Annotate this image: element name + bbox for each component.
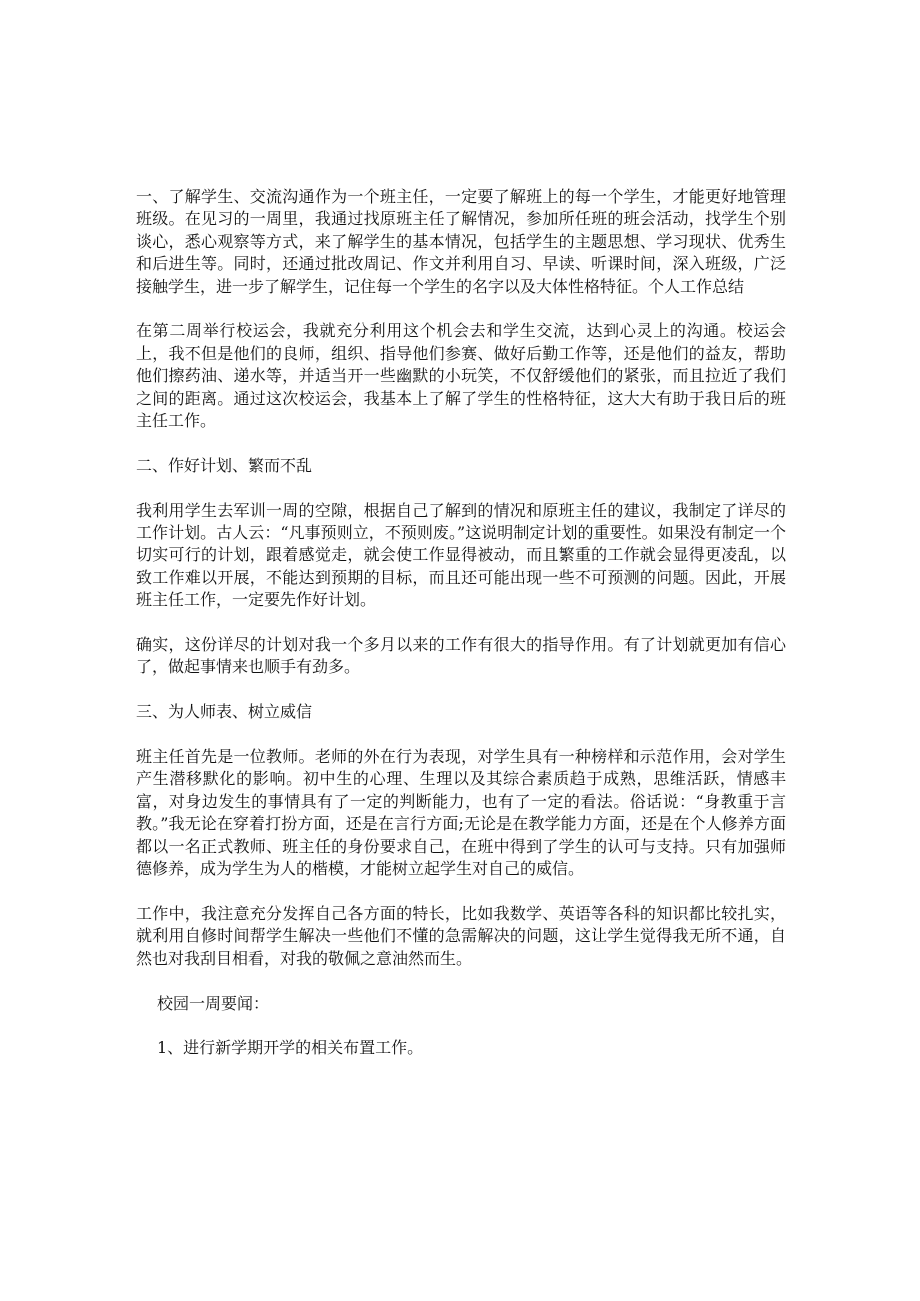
paragraph-sports-meeting: 在第二周举行校运会，我就充分利用这个机会去和学生交流，达到心灵上的沟通。校运会上，我不但是他们的良师，组织、指导他们参赛、做好后勤工作等，还是他们的益友，帮助他们擦药油、递水等，并适当开一些幽默的小玩笑，不仅舒缓他们的紧张，而且拉近了我们之间的距离。通过这次校运会，我基本上了解了学生的性格特征，这大大有助于我日后的班主任工作。 — [136, 321, 786, 431]
paragraph-strengths: 工作中，我注意充分发挥自己各方面的特长，比如我数学、英语等各科的知识都比较扎实，就利用自修时间帮学生解决一些他们不懂的急需解决的问题，这让学生觉得我无所不通，自然也对我刮目相看，对我的敬佩之意油然而生。 — [136, 903, 786, 968]
paragraph-teacher-example: 班主任首先是一位教师。老师的外在行为表现，对学生具有一种榜样和示范作用，会对学生产生潜移默化的影响。初中生的心理、生理以及其综合素质趋于成熟，思维活跃，情感丰富，对身边发生的事情具有了一定的判断能力，也有了一定的看法。俗话说：“身教重于言教。”我无论在穿着打扮方面，还是在言行方面;无论是在教学能力方面，还是在个人修养方面都以一名正式教师、班主任的身份要求自己，在班中得到了学生的认可与支持。只有加强师德修养，成为学生为人的楷模，才能树立起学生对自己的威信。 — [136, 747, 786, 879]
heading-campus-weekly-news: 校园一周要闻： — [157, 993, 270, 1013]
paragraph-section-1-understanding-students: 一、了解学生、交流沟通作为一个班主任，一定要了解班上的每一个学生，才能更好地管理班级。在见习的一周里，我通过找原班主任了解情况，参加所任班的班会活动，找学生个别谈心，悉心观察等方式，来了解学生的基本情况，包括学生的主题思想、学习现状、优秀生和后进生等。同时，还通过批改周记、作文并利用自习、早读、听课时间，深入班级，广泛接触学生，进一步了解学生，记住每一个学生的名字以及大体性格特征。个人工作总结 — [136, 187, 786, 296]
heading-section-2-planning: 二、作好计划、繁而不乱 — [136, 455, 313, 475]
paragraph-plan-guidance: 确实，这份详尽的计划对我一个多月以来的工作有很大的指导作用。有了计划就更加有信心了，做起事情来也顺手有劲多。 — [136, 635, 786, 677]
paragraph-work-plan: 我利用学生去军训一周的空隙，根据自己了解到的情况和原班主任的建议，我制定了详尽的工作计划。古人云：“凡事预则立，不预则废。”这说明制定计划的重要性。如果没有制定一个切实可行的计划，跟着感觉走，就会使工作显得被动，而且繁重的工作就会显得更凌乱，以致工作难以开展，不能达到预期的目标，而且还可能出现一些不可预测的问题。因此，开展班主任工作，一定要先作好计划。 — [136, 500, 786, 610]
heading-section-3-role-model: 三、为人师表、树立威信 — [136, 702, 313, 722]
list-item-news-1: 1、进行新学期开学的相关布置工作。 — [157, 1038, 424, 1058]
document-body — [136, 186, 786, 1082]
